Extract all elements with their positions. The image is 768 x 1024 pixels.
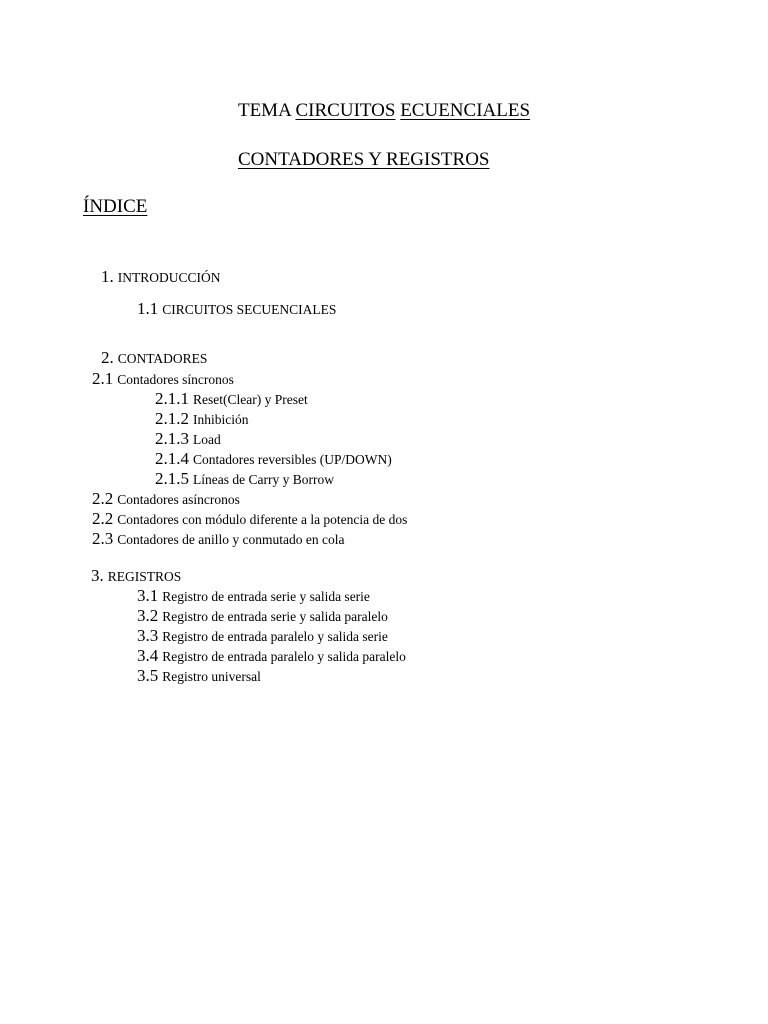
entry-label: Contadores síncronos bbox=[117, 372, 234, 387]
entry-number: 3.3 bbox=[137, 626, 159, 645]
entry-label: Contadores reversibles (UP/DOWN) bbox=[193, 452, 392, 467]
entry-label: Registro de entrada serie y salida paralelo bbox=[162, 609, 388, 624]
entry-number: 2.1.4 bbox=[155, 449, 189, 468]
entry-number: 1.1 bbox=[137, 299, 159, 318]
entry-number: 2.2 bbox=[92, 509, 114, 528]
entry-number: 2.1.3 bbox=[155, 429, 189, 448]
index-entry-3-3 bbox=[137, 626, 388, 647]
index-entry-1-1 bbox=[137, 299, 336, 320]
title-word-tema: TEMA bbox=[237, 100, 291, 121]
index-heading: ÍNDICE bbox=[83, 196, 148, 217]
entry-label: Inhibición bbox=[193, 412, 249, 427]
entry-number: 1. bbox=[101, 267, 114, 286]
index-entry-2-2 bbox=[92, 489, 240, 510]
entry-number: 2. bbox=[101, 348, 114, 367]
entry-label: Registro de entrada paralelo y salida serie bbox=[162, 629, 388, 644]
entry-label: INTRODUCCIÓN bbox=[117, 270, 221, 285]
entry-label: Registro de entrada serie y salida serie bbox=[162, 589, 370, 604]
index-entry-1 bbox=[101, 267, 221, 288]
entry-number: 2.3 bbox=[92, 529, 114, 548]
index-entry-3-4 bbox=[137, 646, 406, 667]
entry-label: Load bbox=[193, 432, 221, 447]
document-subtitle: CONTADORES Y REGISTROS bbox=[238, 149, 490, 170]
entry-number: 2.1.2 bbox=[155, 409, 189, 428]
index-entry-2-1-3 bbox=[155, 429, 221, 450]
entry-label: Contadores asíncronos bbox=[117, 492, 240, 507]
entry-number: 2.1.1 bbox=[155, 389, 189, 408]
index-entry-3-1 bbox=[137, 586, 370, 607]
entry-label: Registro universal bbox=[162, 669, 261, 684]
title-word-ecuenciales: ECUENCIALES bbox=[400, 100, 531, 121]
document-title bbox=[0, 100, 768, 122]
entry-number: 3.4 bbox=[137, 646, 159, 665]
index-entry-2-1-2 bbox=[155, 409, 249, 430]
index-entry-3-5 bbox=[137, 666, 261, 687]
entry-label: Contadores con módulo diferente a la potencia de dos bbox=[117, 512, 408, 527]
index-entry-2-2b bbox=[92, 509, 407, 530]
index-entry-3-2 bbox=[137, 606, 388, 627]
entry-label: CIRCUITOS SECUENCIALES bbox=[162, 302, 337, 317]
entry-label: CONTADORES bbox=[117, 351, 208, 366]
entry-number: 2.1.5 bbox=[155, 469, 189, 488]
entry-number: 3. bbox=[91, 566, 104, 585]
index-entry-2-3 bbox=[92, 529, 344, 550]
entry-label: Reset(Clear) y Preset bbox=[193, 392, 308, 407]
entry-label: Registro de entrada paralelo y salida paralelo bbox=[162, 649, 406, 664]
index-entry-3 bbox=[91, 566, 181, 587]
index-entry-2-1 bbox=[92, 369, 234, 390]
entry-label: Líneas de Carry y Borrow bbox=[193, 472, 334, 487]
entry-number: 2.1 bbox=[92, 369, 114, 388]
index-entry-2-1-5 bbox=[155, 469, 334, 490]
entry-number: 2.2 bbox=[92, 489, 114, 508]
entry-number: 3.5 bbox=[137, 666, 159, 685]
index-entry-2 bbox=[101, 348, 207, 369]
index-entry-2-1-4 bbox=[155, 449, 392, 470]
entry-number: 3.1 bbox=[137, 586, 159, 605]
entry-label: REGISTROS bbox=[107, 569, 182, 584]
entry-label: Contadores de anillo y conmutado en cola bbox=[117, 532, 345, 547]
entry-number: 3.2 bbox=[137, 606, 159, 625]
title-word-circuitos: CIRCUITOS bbox=[295, 100, 396, 121]
index-entry-2-1-1 bbox=[155, 389, 308, 410]
